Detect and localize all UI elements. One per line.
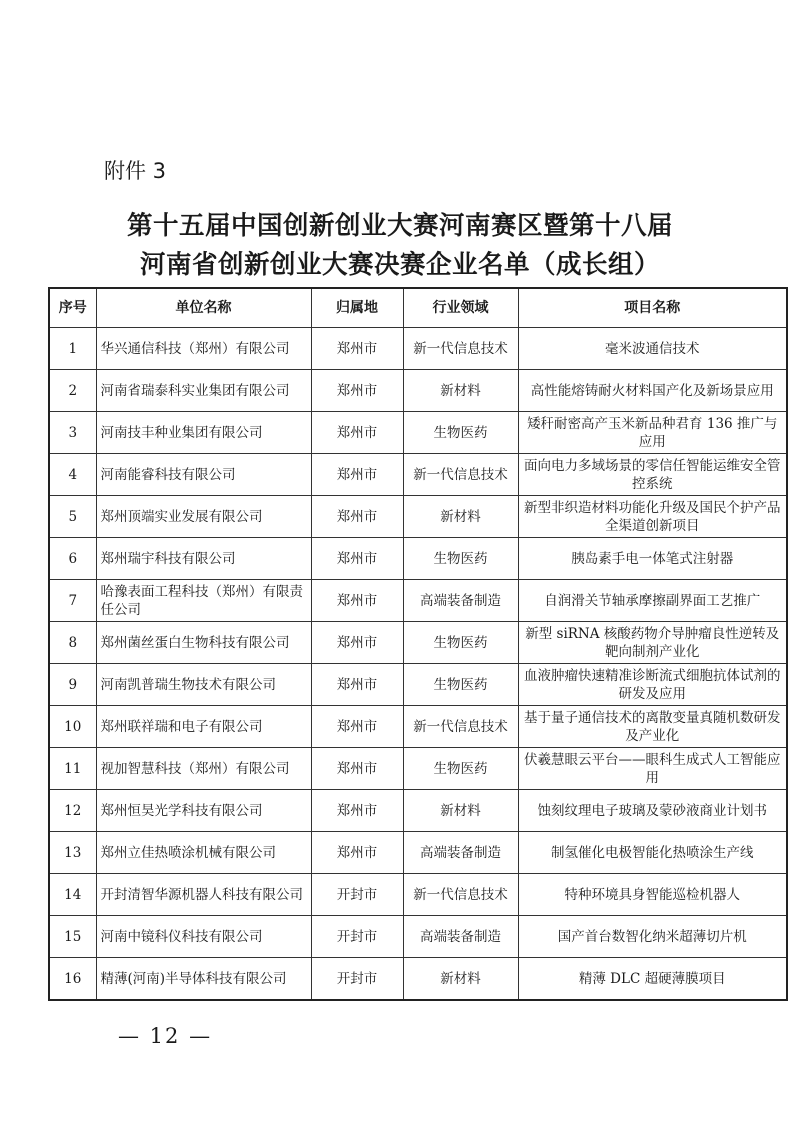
cell-number: 16 xyxy=(49,958,96,1001)
cell-project-name: 蚀刻纹理电子玻璃及蒙砂液商业计划书 xyxy=(518,790,787,832)
table-row xyxy=(49,538,787,580)
cell-number: 13 xyxy=(49,832,96,874)
cell-number: 15 xyxy=(49,916,96,958)
cell-unit-name: 郑州顶端实业发展有限公司 xyxy=(96,496,311,538)
document-title-line-1: 第十五届中国创新创业大赛河南赛区暨第十八届 xyxy=(126,211,673,241)
cell-unit-name: 郑州联祥瑞和电子有限公司 xyxy=(96,706,311,748)
cell-industry: 新材料 xyxy=(403,370,518,412)
cell-project-name: 特种环境具身智能巡检机器人 xyxy=(518,874,787,916)
cell-project-name: 高性能熔铸耐火材料国产化及新场景应用 xyxy=(518,370,787,412)
cell-industry: 高端装备制造 xyxy=(403,832,518,874)
cell-industry: 生物医药 xyxy=(403,622,518,664)
cell-region: 郑州市 xyxy=(311,664,403,706)
cell-industry: 新材料 xyxy=(403,790,518,832)
cell-number: 5 xyxy=(49,496,96,538)
table-row xyxy=(49,580,787,622)
cell-industry: 新一代信息技术 xyxy=(403,874,518,916)
cell-industry: 新一代信息技术 xyxy=(403,706,518,748)
cell-project-name: 胰岛素手电一体笔式注射器 xyxy=(518,538,787,580)
cell-project-name: 制氢催化电极智能化热喷涂生产线 xyxy=(518,832,787,874)
cell-unit-name: 哈豫表面工程科技（郑州）有限责任公司 xyxy=(96,580,311,622)
table-row xyxy=(49,874,787,916)
cell-industry: 生物医药 xyxy=(403,664,518,706)
table-row xyxy=(49,412,787,454)
table-row xyxy=(49,706,787,748)
cell-number: 9 xyxy=(49,664,96,706)
cell-unit-name: 郑州瑞宇科技有限公司 xyxy=(96,538,311,580)
cell-unit-name: 精薄(河南)半导体科技有限公司 xyxy=(96,958,311,1001)
cell-region: 开封市 xyxy=(311,958,403,1001)
cell-number: 1 xyxy=(49,328,96,370)
cell-unit-name: 开封清智华源机器人科技有限公司 xyxy=(96,874,311,916)
cell-project-name: 面向电力多域场景的零信任智能运维安全管控系统 xyxy=(518,454,787,496)
table-row xyxy=(49,622,787,664)
table-row xyxy=(49,370,787,412)
table-row xyxy=(49,916,787,958)
document-title-line-2: 河南省创新创业大赛决赛企业名单（成长组） xyxy=(139,250,660,280)
table-row xyxy=(49,958,787,1001)
cell-region: 郑州市 xyxy=(311,454,403,496)
column-header-unit-name: 单位名称 xyxy=(96,288,311,328)
attachment-label: 附件 3 xyxy=(104,159,167,183)
column-header-industry: 行业领域 xyxy=(403,288,518,328)
table-body xyxy=(49,328,787,1001)
cell-region: 郑州市 xyxy=(311,328,403,370)
table-row xyxy=(49,454,787,496)
cell-region: 郑州市 xyxy=(311,370,403,412)
cell-number: 11 xyxy=(49,748,96,790)
table-header-row xyxy=(49,288,787,328)
cell-project-name: 毫米波通信技术 xyxy=(518,328,787,370)
table-row xyxy=(49,748,787,790)
cell-unit-name: 郑州菌丝蛋白生物科技有限公司 xyxy=(96,622,311,664)
cell-industry: 高端装备制造 xyxy=(403,916,518,958)
cell-project-name: 国产首台数智化纳米超薄切片机 xyxy=(518,916,787,958)
cell-project-name: 基于量子通信技术的离散变量真随机数研发及产业化 xyxy=(518,706,787,748)
cell-industry: 新材料 xyxy=(403,496,518,538)
cell-number: 4 xyxy=(49,454,96,496)
cell-unit-name: 河南凯普瑞生物技术有限公司 xyxy=(96,664,311,706)
cell-unit-name: 视加智慧科技（郑州）有限公司 xyxy=(96,748,311,790)
cell-project-name: 新型 siRNA 核酸药物介导肿瘤良性逆转及靶向制剂产业化 xyxy=(518,622,787,664)
cell-number: 6 xyxy=(49,538,96,580)
finalist-table xyxy=(48,287,788,1001)
cell-industry: 高端装备制造 xyxy=(403,580,518,622)
cell-number: 8 xyxy=(49,622,96,664)
cell-unit-name: 郑州立佳热喷涂机械有限公司 xyxy=(96,832,311,874)
cell-region: 郑州市 xyxy=(311,748,403,790)
table-row xyxy=(49,328,787,370)
cell-number: 2 xyxy=(49,370,96,412)
cell-unit-name: 河南中镜科仪科技有限公司 xyxy=(96,916,311,958)
cell-project-name: 伏羲慧眼云平台——眼科生成式人工智能应用 xyxy=(518,748,787,790)
cell-industry: 新一代信息技术 xyxy=(403,328,518,370)
cell-industry: 生物医药 xyxy=(403,538,518,580)
cell-number: 7 xyxy=(49,580,96,622)
cell-number: 12 xyxy=(49,790,96,832)
cell-number: 3 xyxy=(49,412,96,454)
cell-project-name: 精薄 DLC 超硬薄膜项目 xyxy=(518,958,787,1001)
cell-region: 郑州市 xyxy=(311,412,403,454)
cell-industry: 生物医药 xyxy=(403,412,518,454)
cell-region: 开封市 xyxy=(311,916,403,958)
cell-project-name: 矮秆耐密高产玉米新品种君育 136 推广与应用 xyxy=(518,412,787,454)
cell-industry: 生物医药 xyxy=(403,748,518,790)
column-header-number: 序号 xyxy=(49,288,96,328)
cell-project-name: 血液肿瘤快速精准诊断流式细胞抗体试剂的研发及应用 xyxy=(518,664,787,706)
table-row xyxy=(49,790,787,832)
table-row xyxy=(49,832,787,874)
cell-project-name: 新型非织造材料功能化升级及国民个护产品全渠道创新项目 xyxy=(518,496,787,538)
cell-region: 郑州市 xyxy=(311,538,403,580)
cell-region: 郑州市 xyxy=(311,706,403,748)
cell-number: 10 xyxy=(49,706,96,748)
cell-unit-name: 河南省瑞泰科实业集团有限公司 xyxy=(96,370,311,412)
cell-region: 郑州市 xyxy=(311,622,403,664)
column-header-region: 归属地 xyxy=(311,288,403,328)
cell-industry: 新一代信息技术 xyxy=(403,454,518,496)
cell-region: 郑州市 xyxy=(311,790,403,832)
table-row xyxy=(49,496,787,538)
cell-unit-name: 河南能睿科技有限公司 xyxy=(96,454,311,496)
cell-project-name: 自润滑关节轴承摩擦副界面工艺推广 xyxy=(518,580,787,622)
cell-region: 郑州市 xyxy=(311,496,403,538)
page-number: — 12 — xyxy=(118,1024,213,1048)
cell-unit-name: 郑州恒昊光学科技有限公司 xyxy=(96,790,311,832)
cell-unit-name: 华兴通信科技（郑州）有限公司 xyxy=(96,328,311,370)
cell-industry: 新材料 xyxy=(403,958,518,1001)
column-header-project-name: 项目名称 xyxy=(518,288,787,328)
cell-region: 开封市 xyxy=(311,874,403,916)
table-row xyxy=(49,664,787,706)
cell-unit-name: 河南技丰种业集团有限公司 xyxy=(96,412,311,454)
cell-region: 郑州市 xyxy=(311,832,403,874)
cell-number: 14 xyxy=(49,874,96,916)
cell-region: 郑州市 xyxy=(311,580,403,622)
